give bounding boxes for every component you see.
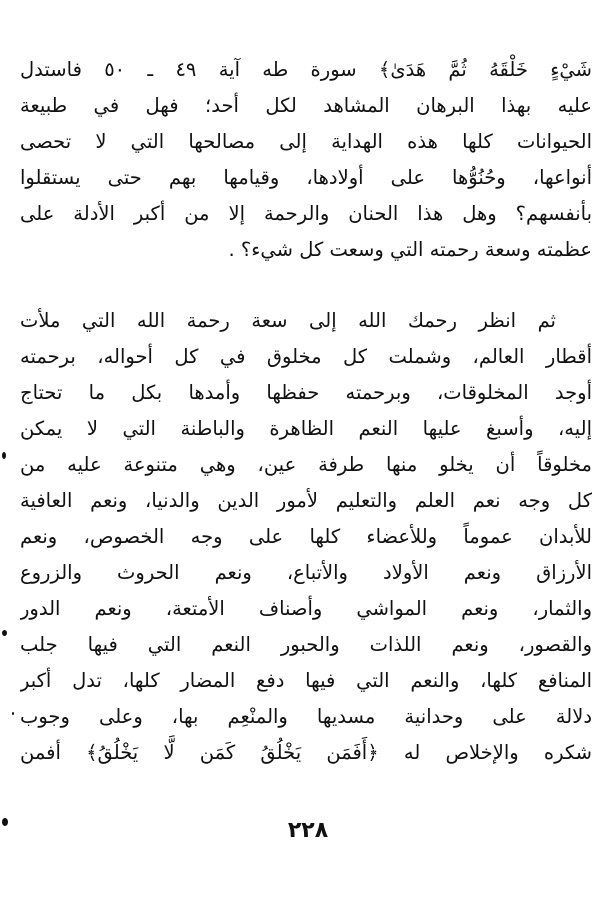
- paragraph-2: [20, 303, 592, 771]
- text-line: عليه بهذا البرهان المشاهد لكل أحد؛ فهل في طبيعة: [20, 94, 592, 117]
- scan-speck: [2, 818, 8, 826]
- text-line: الأرزاق ونعم الأولاد والأتباع، ونعم الحروث والزروع: [20, 561, 592, 584]
- text-line: ثم انظر رحمك الله إلى سعة رحمة الله التي ملأت: [20, 309, 556, 332]
- scan-speck: [12, 712, 14, 715]
- text-line: شكره والإخلاص له ﴿أَفَمَن يَخْلُقُ كَمَن لَّا يَخْلُقُ﴾ أفمن: [20, 741, 592, 764]
- text-line: الحيوانات كلها هذه الهداية إلى مصالحها التي لا تحصى: [20, 130, 592, 153]
- text-line: شَيْءٍ خَلْقَهُ ثُمَّ هَدَىٰ﴾ سورة طه آية ٤٩ ـ ٥٠ فاستدل: [20, 58, 592, 81]
- text-line: عظمته وسعة رحمته التي وسعت كل شيء؟ .: [228, 238, 592, 261]
- page-number: ٢٢٨: [287, 818, 329, 843]
- text-line: المنافع كلها، والنعم التي فيها دفع المضار كلها، تدل أكبر: [20, 669, 592, 692]
- text-line: دلالة على وحدانية مسديها والمنْعِم بها، وعلى وجوب: [20, 705, 592, 728]
- paragraph-1: [20, 52, 592, 268]
- text-line: للأبدان عموماً وللأعضاء كلها على وجه الخصوص، ونعم: [20, 525, 592, 548]
- text-line: أقطار العالم، وشملت كل مخلوق في كل أحواله، برحمته: [20, 345, 592, 368]
- text-line: إليه، وأسبغ عليها النعم الظاهرة والباطنة التي لا يمكن: [20, 417, 592, 440]
- text-line: بأنفسهم؟ وهل هذا الحنان والرحمة إلا من أكبر الأدلة على: [20, 202, 592, 225]
- text-line: كل وجه نعم العلم والتعليم لأمور الدين والدنيا، ونعم العافية: [20, 489, 592, 512]
- text-line: أنواعها، وحُنُوُّها على أولادها، وقيامها بهم حتى يستقلوا: [20, 166, 592, 189]
- text-line: مخلوقاً أن يخلو منها طرفة عين، وهي متنوعة عليه من: [20, 453, 592, 476]
- scan-speck: [2, 630, 7, 636]
- text-line: والثمار، ونعم المواشي وأصناف الأمتعة، ونعم الدور: [20, 597, 592, 620]
- text-line: أوجد المخلوقات، وبرحمته حفظها وأمدها بكل ما تحتاج: [20, 381, 592, 404]
- text-line: والقصور، ونعم اللذات والحبور النعم التي فيها جلب: [20, 633, 592, 656]
- scan-speck: [2, 452, 6, 459]
